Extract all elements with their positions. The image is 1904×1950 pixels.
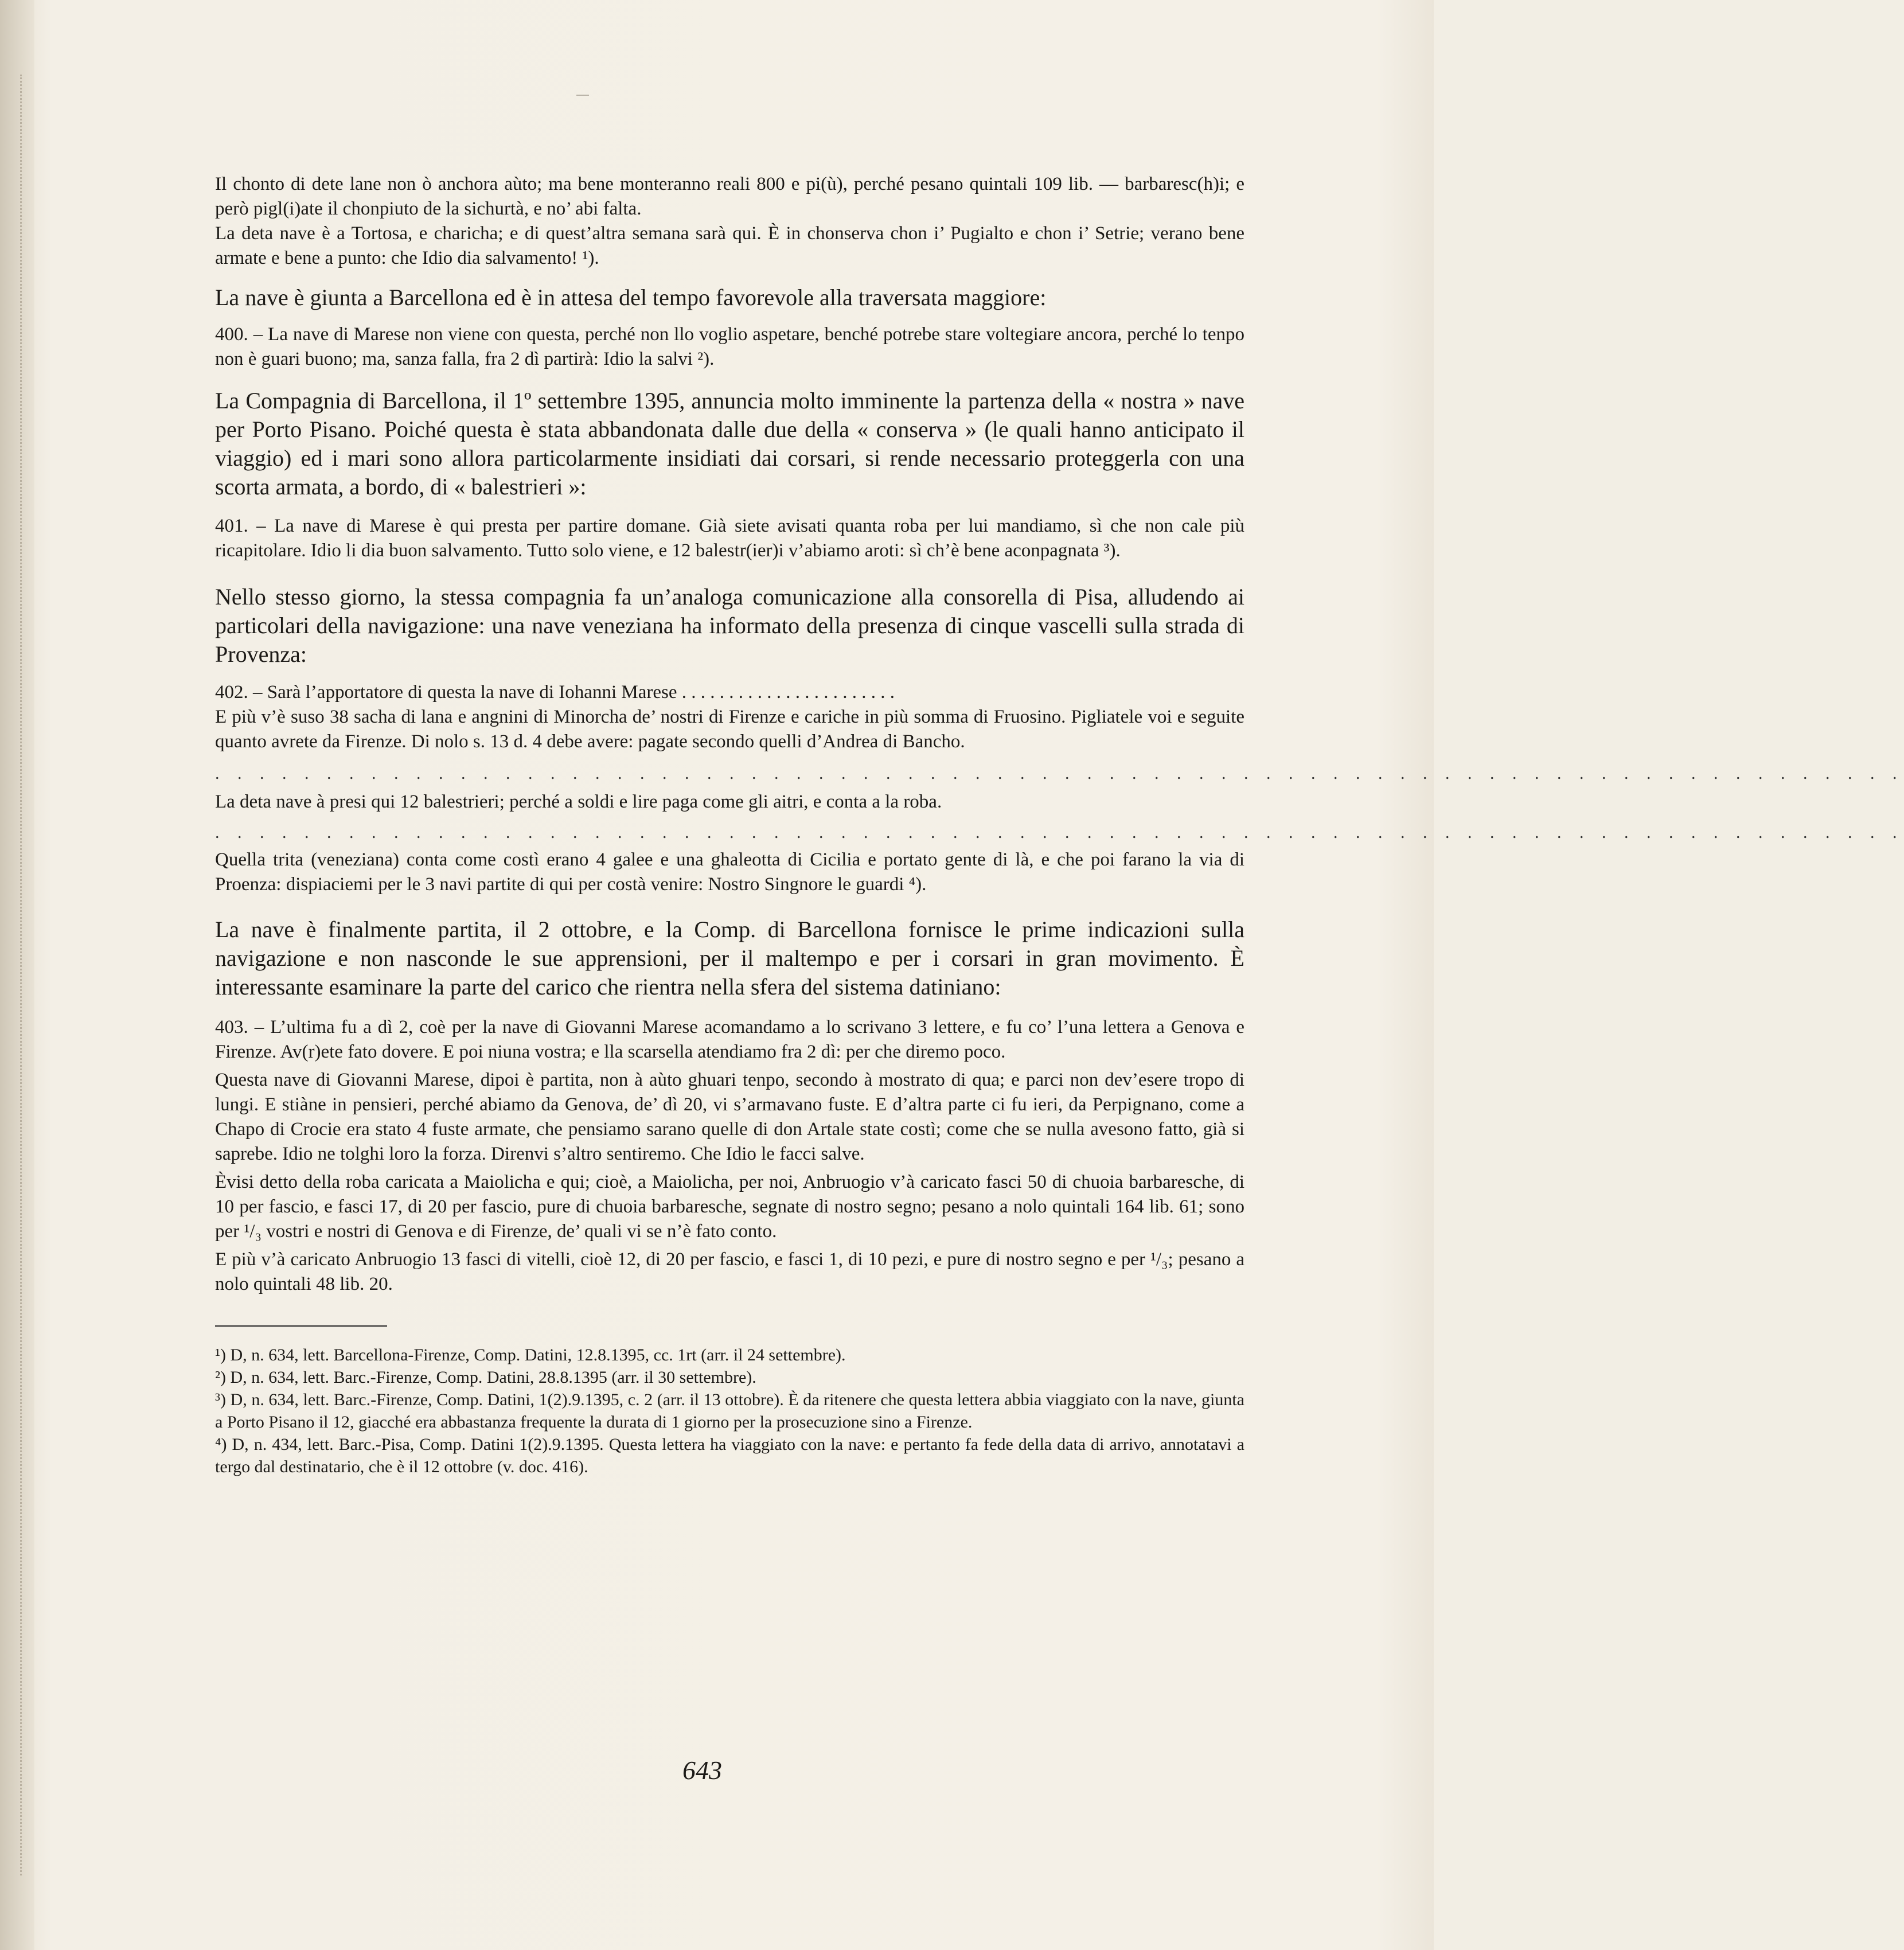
document-402-intro: 402. – Sarà l’apportatore di questa la nave di Iohanni Marese . . . . . . . . . . . . . . . . . . . . . . .: [215, 682, 895, 703]
page-number: 643: [682, 1756, 722, 1785]
commentary-1: La nave è giunta a Barcellona ed è in attesa del tempo favorevole alla traversata maggiore:: [215, 284, 1047, 310]
book-gutter: [0, 0, 34, 1950]
commentary-4: La nave è finalmente partita, il 2 ottobre, e la Comp. di Barcellona fornisce le prime indicazioni sulla navigazione e non nasconde le sue apprensioni, per il maltempo e per i corsari in gran movimento. È interessante esaminare la parte del carico che rientra nella sfera del sistema datiniano:: [215, 916, 1244, 1000]
document-402-venetian: Quella trita (veneziana) conta come costì erano 4 galee e una ghaleotta di Cicilia e portato gente di là, e che poi farano la via di Proenza: dispiaciemi per le 3 navi partite di qui per costà venire: Nostro Singnore le guardi ⁴).: [215, 849, 1244, 895]
document-402-cargo: E più v’è suso 38 sacha di lana e angnini di Minorcha de’ nostri di Firenze e cariche in più somma di Fruosino. Pigliatele voi e seguite quanto avrete da Firenze. Di nolo s. 13 d. 4 debe avere: pagate secondo quelli d’Andrea di Bancho.: [215, 707, 1244, 752]
document-403-c: Èvisi detto della roba caricata a Maiolicha e qui; cioè, a Maiolicha, per noi, Anbruogio v’à caricato fasci 50 di chuoia barbaresche, di 10 per fascio, e fasci 17, di 20 per fascio, pure di chuoia barbaresche, segnate di nostro segno; pesano a nolo quintali 164 lib. 61; sono per ¹/₃ vostri e nostri di Genova e di Firenze, de’ quali vi se n’è fato conto.: [215, 1172, 1244, 1242]
document-400: 400. – La nave di Marese non viene con questa, perché non llo voglio aspetare, benché potrebe stare voltegiare ancora, perché lo tenpo non è guari buono; ma, sanza falla, fra 2 dì partirà: Idio la salvi ²).: [215, 324, 1244, 369]
ellipsis-row: . . . . . . . . . . . . . . . . . . . . . . . . . . . . . . . . . . . . . . . . . . . . . . . . . . . . . . . . . . . . . . . . . . . . . . . . . . . .: [215, 823, 1904, 842]
text-body: [215, 172, 1904, 1478]
decorative-mark: [576, 95, 589, 96]
footnote-3: ³) D, n. 634, lett. Barc.-Firenze, Comp. Datini, 1(2).9.1395, c. 2 (arr. il 13 ottobre). È da ritenere che questa lettera abbia viaggiato con la nave, giunta a Porto Pisano il 12, giacché era abbastanza frequente la durata di 1 giorno per la prosecuzione sino a Firenze.: [215, 1390, 1244, 1432]
ellipsis-row: . . . . . . . . . . . . . . . . . . . . . . . . . . . . . . . . . . . . . . . . . . . . . . . . . . . . . . . . . . . . . . . . . . . . . . . . . . . .: [215, 764, 1904, 783]
paragraph-2: La deta nave è a Tortosa, e charicha; e di quest’altra semana sarà qui. È in chonserva chon i’ Pugialto e chon i’ Setrie; verano bene armate e bene a punto: che Idio dia salvamento! ¹).: [215, 223, 1244, 268]
document-403-b: Questa nave di Giovanni Marese, dipoi è partita, non à aùto ghuari tenpo, secondo à mostrato di qua; e parci non dev’esere tropo di lungi. E stiàne in pensieri, perché abiamo da Genova, de’ dì 20, vi s’armavano fuste. E d’altra parte ci fu ieri, da Perpignano, come a Chapo di Crocie era stato 4 fuste armate, che pensiamo sarano quelle di don Artale state costì; come che se nulla avesono fatto, già si saprebe. Idio ne tolghi loro la forza. Direnvi s’altro sentiremo. Che Idio le facci salve.: [215, 1070, 1244, 1164]
paragraph-1: Il chonto di dete lane non ò anchora aùto; ma bene monteranno reali 800 e pi(ù), perché pesano quintali 109 lib. — barbaresc(h)i; e però pigl(i)ate il chonpiuto de la sichurtà, e no’ abi falta.: [215, 174, 1244, 219]
document-403-a: 403. – L’ultima fu a dì 2, coè per la nave di Giovanni Marese acomandamo a lo scrivano 3 lettere, e fu co’ l’una lettera a Genova e Firenze. Av(r)ete fato dovere. E poi niuna vostra; e lla scarsella atendiamo fra 2 dì: per che diremo poco.: [215, 1017, 1244, 1062]
document-402-crossbowmen: La deta nave à presi qui 12 balestrieri; perché a soldi e lire paga come gli aitri, e conta a la roba.: [215, 791, 942, 812]
footnote-4: ⁴) D, n. 434, lett. Barc.-Pisa, Comp. Datini 1(2).9.1395. Questa lettera ha viaggiato con la nave: e pertanto fa fede della data di arrivo, annotatavi a tergo dal destinatario, che è il 12 ottobre (v. doc. 416).: [215, 1435, 1244, 1476]
footnote-rule: [215, 1325, 387, 1327]
commentary-2: La Compagnia di Barcellona, il 1º settembre 1395, annuncia molto imminente la partenza della « nostra » nave per Porto Pisano. Poiché questa è stata abbandonata dalle due della « conserva » (le quali hanno anticipato il viaggio) ed i mari sono allora particolarmente insidiati dai corsari, si rende necessario proteggerla con una scorta armata, a bordo, di « balestrieri »:: [215, 388, 1244, 500]
footnote-2: ²) D, n. 634, lett. Barc.-Firenze, Comp. Datini, 28.8.1395 (arr. il 30 settembre).: [215, 1368, 756, 1387]
document-403-d: E più v’à caricato Anbruogio 13 fasci di vitelli, cioè 12, di 20 per fascio, e fasci 1, di 10 pezi, e pure di nostro segno e per ¹/₃; pesano a nolo quintali 48 lib. 20.: [215, 1249, 1244, 1294]
commentary-3: Nello stesso giorno, la stessa compagnia fa un’analoga comunicazione alla consorella di Pisa, alludendo ai particolari della navigazione: una nave veneziana ha informato della presenza di cinque vascelli sulla strada di Provenza:: [215, 584, 1244, 667]
binding-stitch: [20, 75, 23, 1875]
footnote-1: ¹) D, n. 634, lett. Barcellona-Firenze, Comp. Datini, 12.8.1395, cc. 1rt (arr. il 24 settembre).: [215, 1346, 846, 1364]
document-401: 401. – La nave di Marese è qui presta per partire domane. Già siete avisati quanta roba per lui mandiamo, sì che non cale più ricapitolare. Idio li dia buon salvamento. Tutto solo viene, e 12 balestr(ier)i v’abiamo aroti: sì ch’è bene aconpagnata ³).: [215, 516, 1244, 561]
